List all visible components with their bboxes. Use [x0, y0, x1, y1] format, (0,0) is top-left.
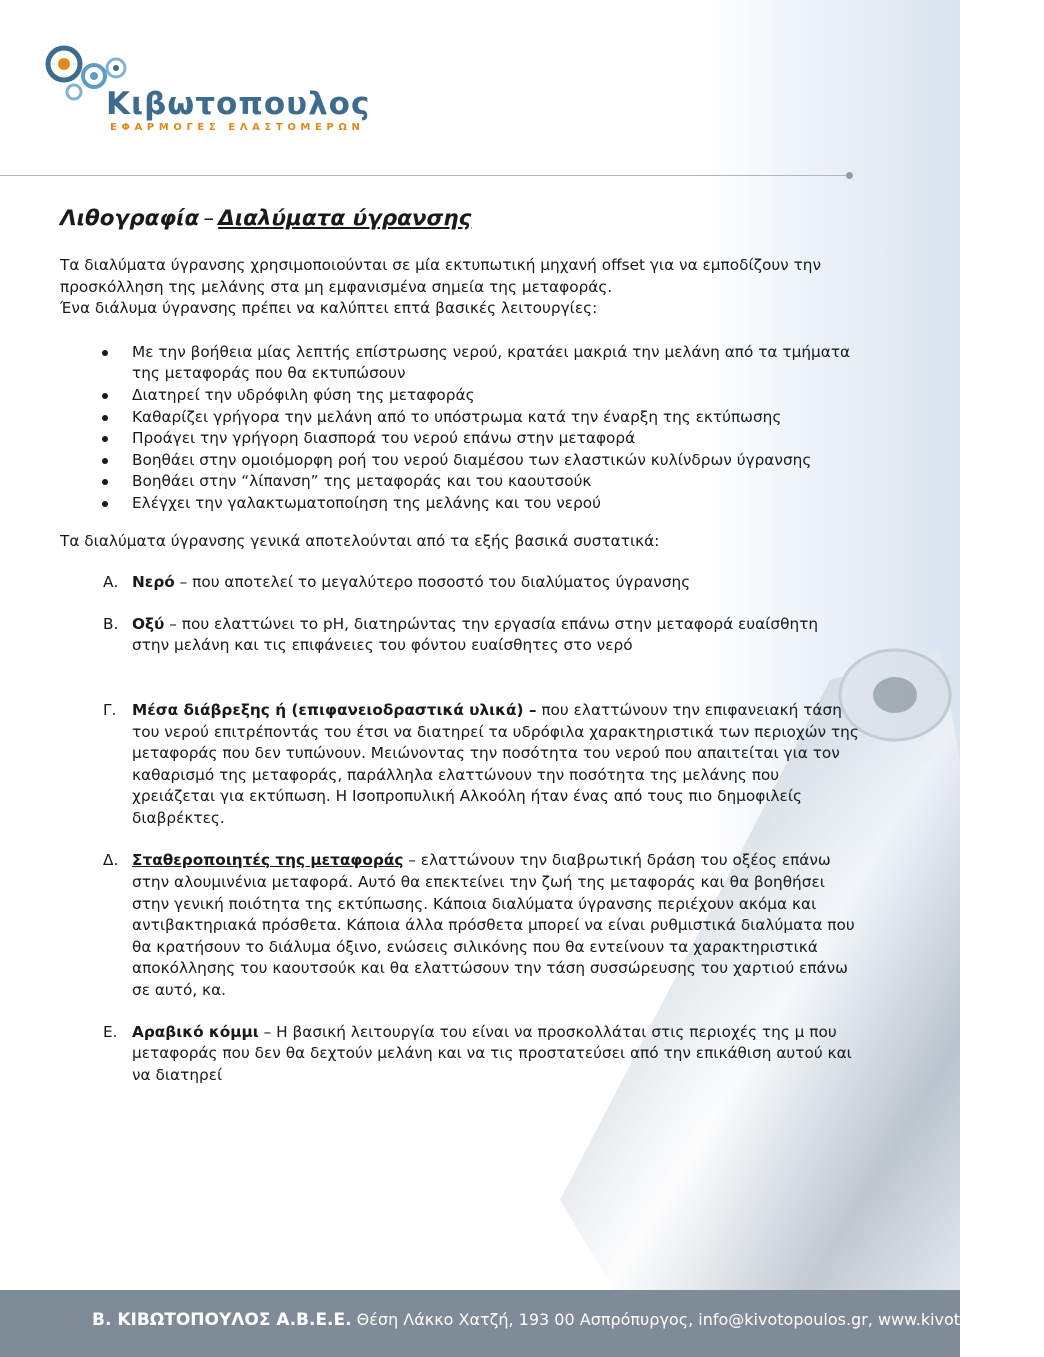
component-e [60, 1022, 860, 1087]
component-letter: Δ. [103, 851, 119, 870]
component-letter: Α. [103, 573, 119, 592]
title-part2: Διαλύματα ύγρανσης [218, 206, 472, 231]
component-letter: Β. [103, 614, 119, 633]
intro-paragraph: Τα διαλύματα ύγρανσης χρησιμοποιούνται σε μία εκτυπωτική μηχανή offset για να εμποδίζουν την προσκόλληση της μελάνης στα μη εμφανισμένα σημεία της μεταφοράς. [60, 256, 822, 296]
footer-company: Β. ΚΙΒΩΤΟΠΟΥΛΟΣ Α.Β.Ε.Ε. [92, 1310, 352, 1330]
list-item: Βοηθάει στην “λίπανση” της μεταφοράς και του καουτσούκ [132, 471, 860, 493]
footer-details: Θέση Λάκκο Χατζή, 193 00 Ασπρόπυργος, info@kivotopoulos.gr, www.kivotopoulos.gr [351, 1310, 1044, 1329]
component-name: Σταθεροποιητές της μεταφοράς [132, 851, 404, 870]
component-name: Μέσα διάβρεξης ή (επιφανειοδραστικά υλικά) – [132, 700, 537, 719]
functions-list [60, 342, 860, 515]
page-title [60, 205, 860, 233]
component-name: Οξύ [132, 614, 165, 633]
component-text: που ελαττώνουν την επιφανειακή τάση του νερού επιτρέποντάς του έτσι να διατηρεί τα υδρόφιλα χαρακτηριστικά των περιοχών της μεταφοράς που δεν τυπώνουν. Μειώνοντας την ποσότητα του νερού που απαιτείται για τον καθαρισμό της μεταφοράς, παράλληλα ελαττώνουν την ποσότητα της μελάνης που χρειάζεται για εκτύπωση. Η Ισοπροπυλική Αλκοόλη ήταν ένας από τους πιο δημοφιλείς διαβρέκτες. [132, 700, 859, 827]
intro-functions-lead: Ένα διάλυμα ύγρανσης πρέπει να καλύπτει επτά βασικές λειτουργίες: [60, 299, 598, 318]
component-a [60, 572, 860, 594]
list-item: Βοηθάει στην ομοιόμορφη ροή του νερού διαμέσου των ελαστικών κυλίνδρων ύγρανσης [132, 450, 860, 472]
list-item: Καθαρίζει γρήγορα την μελάνη από το υπόστρωμα κατά την έναρξη της εκτύπωσης [132, 407, 860, 429]
document-body [60, 205, 860, 1086]
company-subtitle: ΕΦΑΡΜΟΓΕΣ ΕΛΑΣΤΟΜΕΡΩΝ [110, 122, 365, 133]
component-text: – Η βασική λειτουργία του είναι να προσκολλάται στις περιοχές της μ που μεταφοράς που δεν θα δεχτούν μελάνη και να τις προστατεύσει από την επικάθιση αυτού και να διατηρεί [132, 1022, 852, 1084]
title-part1: Λιθογραφία [60, 206, 200, 231]
component-name: Νερό [132, 573, 175, 592]
footer-contact [92, 1310, 1044, 1330]
list-item: Προάγει την γρήγορη διασπορά του νερού επάνω στην μεταφορά [132, 428, 860, 450]
list-item: Ελέγχει την γαλακτωματοποίηση της μελάνης και του νερού [132, 493, 860, 515]
component-letter: Ε. [103, 1022, 118, 1041]
components-intro: Τα διαλύματα ύγρανσης γενικά αποτελούνται από τα εξής βασικά συστατικά: [60, 531, 660, 550]
component-c [60, 700, 860, 830]
title-dash: – [203, 206, 215, 231]
component-d [60, 850, 860, 1001]
list-item: Με την βοήθεια μίας λεπτής επίστρωσης νερού, κρατάει μακριά την μελάνη από τα τμήματα της μεταφοράς που θα εκτυπώσουν [132, 342, 860, 385]
component-letter: Γ. [103, 700, 117, 719]
component-text: – που ελαττώνει το pH, διατηρώντας την εργασία επάνω στην μεταφορά ευαίσθητη στην μελάνη και τις επιφάνειες του φόντου ευαίσθητες στο νερό [132, 614, 819, 655]
header-divider [0, 175, 852, 176]
component-text: – που αποτελεί το μεγαλύτερο ποσοστό του διαλύματος ύγρανσης [174, 573, 691, 592]
component-text: – ελαττώνουν την διαβρωτική δράση του οξέος επάνω στην αλουμινένια μεταφορά. Αυτό θα επεκτείνει την ζωή της μεταφοράς και θα βοηθήσει στην γενική ποιότητα της εκτύπωσης. Κάποια διαλύματα ύγρανσης περιέχουν ακόμα και αντιβακτηριακά πρόσθετα. Κάποια άλλα πρόσθετα μπορεί να είναι ρυθμιστικά διαλύματα που θα κρατήσουν το διάλυμα όξινο, ενώσεις σιλικόνης που θα εντείνουν τα χαρακτηριστικά αποκόλλησης του καουτσούκ και θα ελαττώσουν την τάση συσσώρευσης του χαρτιού επάνω σε αυτό, κα. [132, 851, 855, 1000]
component-b [60, 614, 860, 657]
list-item: Διατηρεί την υδρόφιλη φύση της μεταφοράς [132, 385, 860, 407]
component-name: Αραβικό κόμμι [132, 1022, 259, 1041]
company-name: Κιβωτοπουλος [106, 86, 371, 122]
header-divider-dot [846, 172, 853, 179]
